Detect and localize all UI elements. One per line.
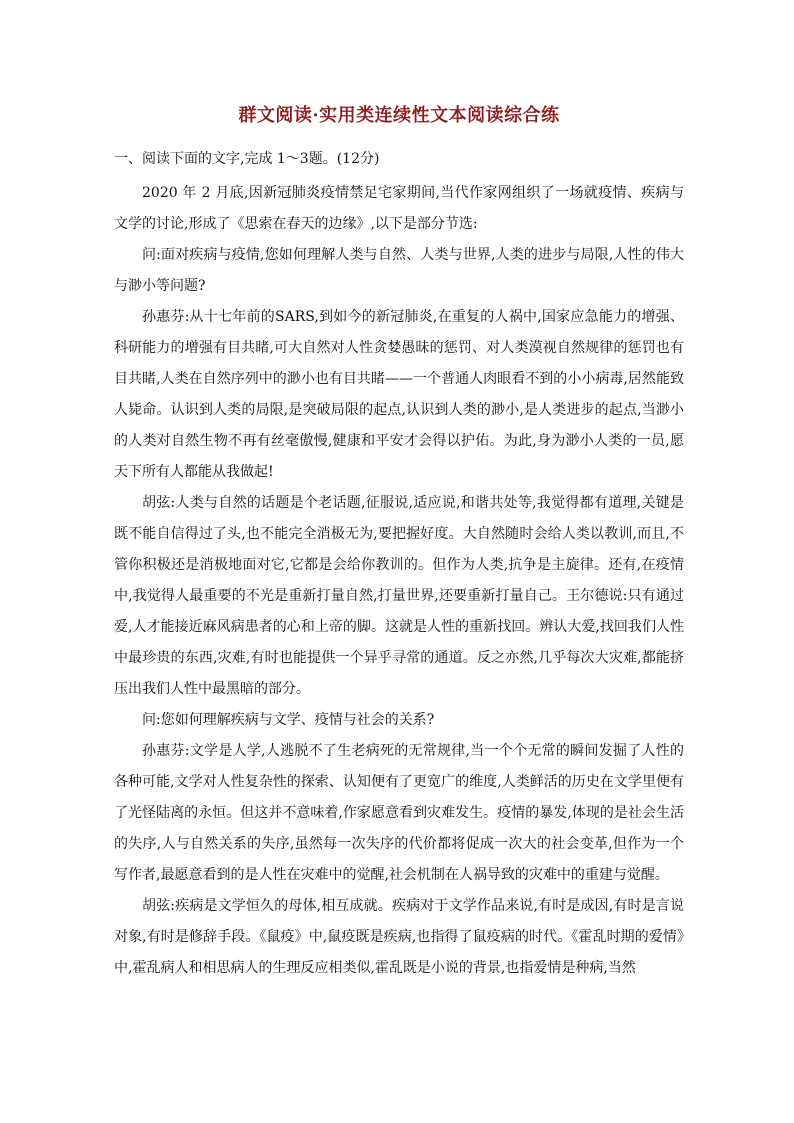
paragraph-question-2: 问:您如何理解疾病与文学、疫情与社会的关系?	[142, 712, 435, 728]
document-title: 群文阅读·实用类连续性文本阅读综合练	[238, 105, 560, 126]
paragraph-sun-huifen-2: 孙惠芬:文学是人学,人逃脱不了生老病死的无常规律,当一个个无常的瞬间发掘了人性的各种可能,文学对人性复杂性的探索、认知便有了更宽广的维度,人类鲜活的历史在文学里便有了光怪陆离的永恒。但这并不意味着,作家愿意看到灾难发生。疫情的暴发,体现的是社会生活的失序,人与自然关系的失序,虽然每一次失序的代价都将促成一次大的社会变革,但作为一个写作者,最愿意看到的是人性在灾难中的觉醒,社会机制在人祸导致的灾难中的重建与觉醒。	[114, 743, 684, 883]
paragraph-hu-xian-2: 胡弦:疾病是文学恒久的母体,相互成就。疾病对于文学作品来说,有时是成因,有时是言说对象,有时是修辞手段。《鼠疫》中,鼠疫既是疾病,也指得了鼠疫病的时代。《霍乱时期的爱情》中,霍乱病人和相思病人的生理反应相类似,霍乱既是小说的背景,也指爱情是种病,当然	[114, 898, 684, 976]
paragraph-question-1: 问:面对疾病与疫情,您如何理解人类与自然、人类与世界,人类的进步与局限,人性的伟大与渺小等问题?	[114, 247, 684, 294]
paragraph-hu-xian-1: 胡弦:人类与自然的话题是个老话题,征服说,适应说,和谐共处等,我觉得都有道理,关键是既不能自信得过了头,也不能完全消极无为,要把握好度。大自然随时会给人类以教训,而且,不管你积极还是消极地面对它,它都是会给你教训的。但作为人类,抗争是主旋律。还有,在疫情中,我觉得人最重要的不光是重新打量自然,打量世界,还要重新打量自己。王尔德说:只有通过爱,人才能接近麻风病患者的心和上帝的脚。这就是人性的重新找回。辨认大爱,找回我们人性中最珍贵的东西,灾难,有时也能提供一个异乎寻常的通道。反之亦然,几乎每次大灾难,都能挤压出我们人性中最黑暗的部分。	[114, 495, 684, 697]
paragraph-intro: 2020 年 2 月底,因新冠肺炎疫情禁足宅家期间,当代作家网组织了一场就疫情、疾病与文学的讨论,形成了《思索在春天的边缘》,以下是部分节选:	[114, 185, 684, 232]
paragraph-sun-huifen-1: 孙惠芬:从十七年前的SARS,到如今的新冠肺炎,在重复的人祸中,国家应急能力的增强、科研能力的增强有目共睹,可大自然对人性贪婪愚昧的惩罚、对人类漠视自然规律的惩罚也有目共睹,人类在自然序列中的渺小也有目共睹——一个普通人肉眼看不到的小小病毒,居然能致人毙命。认识到人类的局限,是突破局限的起点,认识到人类的渺小,是人类进步的起点,当渺小的人类对自然生物不再有丝毫傲慢,健康和平安才会得以护佑。为此,身为渺小人类的一员,愿天下所有人都能从我做起!	[114, 309, 684, 480]
section-header: 一、阅读下面的文字,完成 1～3题。(12分)	[114, 151, 380, 167]
